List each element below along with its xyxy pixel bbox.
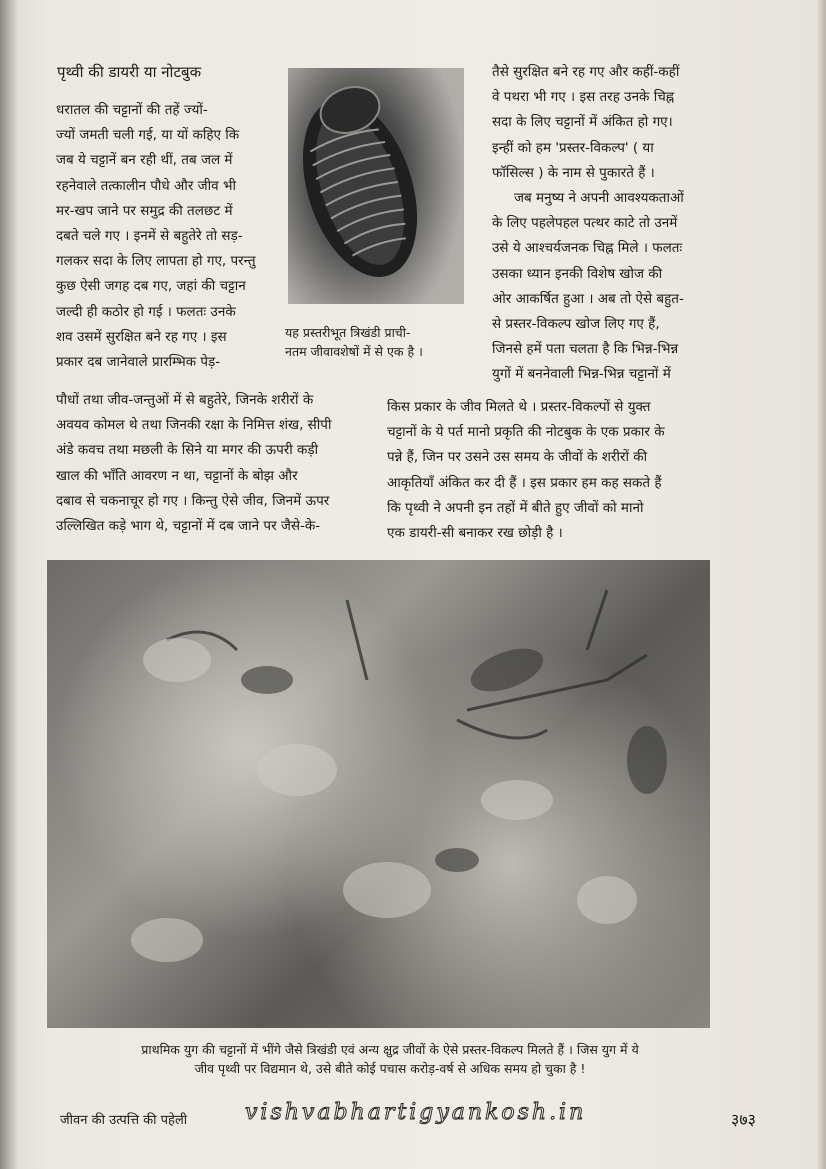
text-line: आकृतियाँ अंकित कर दी हैं । इस प्रकार हम कह सकते हैं xyxy=(387,474,662,491)
text-line: के लिए पहलेपहल पत्थर काटे तो उनमें xyxy=(492,215,678,232)
text-line: ज्यों जमती चली गई, या यों कहिए कि xyxy=(56,127,240,144)
website-watermark: vishvabhartigyankosh.in xyxy=(245,1100,587,1125)
text-line: कुछ ऐसी जगह दब गए, जहां की चट्टान xyxy=(56,278,246,295)
text-line: उसे ये आश्चर्यजनक चिह्न मिले । फलतः xyxy=(492,240,683,257)
trilobite-caption xyxy=(285,323,423,361)
text-line: जब ये चट्टानें बन रही थीं, तब जल में xyxy=(56,152,233,169)
left-column-text xyxy=(56,98,261,375)
fossil-bed-illustration xyxy=(47,560,710,1028)
caption-line: प्राथमिक युग की चट्टानों में भींगे जैसे त्रिखंडी एवं अन्य क्षुद्र जीवों के ऐसे प्रस्तर-विकल्प मिलते हैं । जिस युग में ये xyxy=(141,1042,639,1057)
text-line: धरातल की चट्टानों की तहें ज्यों- xyxy=(56,102,208,118)
text-line: अंडे कवच तथा मछली के सिने या मगर की ऊपरी कड़ी xyxy=(56,442,319,459)
text-line: उल्लिखित कड़े भाग थे, चट्टानों में दब जाने पर जैसे-के- xyxy=(56,518,321,535)
trilobite-fossil-photo xyxy=(288,68,464,304)
text-line: पन्ने हैं, जिन पर उसने उस समय के जीवों के शरीरों की xyxy=(387,449,648,466)
text-line: दबाव से चकनाचूर हो गए । किन्तु ऐसे जीव, जिनमें ऊपर xyxy=(56,492,330,509)
text-line: रहनेवाले तत्कालीन पौधे और जीव भी xyxy=(56,177,236,194)
trilobite-illustration xyxy=(288,68,464,304)
text-line: गलकर सदा के लिए लापता हो गए, परन्तु xyxy=(56,253,256,270)
text-line: शव उसमें सुरक्षित बने रह गए । इस xyxy=(56,328,227,345)
text-line: जिनसे हमें पता चलता है कि भिन्न-भिन्न xyxy=(492,341,679,358)
text-line: जब मनुष्य ने अपनी आवश्यकताओं xyxy=(514,190,684,207)
text-line: कि पृथ्वी ने अपनी इन तहों में बीते हुए जीवों को मानो xyxy=(387,499,644,516)
caption-line: यह प्रस्तरीभूत त्रिखंडी प्राची- xyxy=(285,325,411,340)
section-heading: पृथ्वी की डायरी या नोटबुक xyxy=(57,63,202,81)
fossil-caption xyxy=(50,1040,730,1078)
text-line: अवयव कोमल थे तथा जिनकी रक्षा के निमित्त शंख, सीपी xyxy=(56,417,332,434)
binding-shadow xyxy=(0,0,18,1169)
text-line: तैसे सुरक्षित बने रह गए और कहीं-कहीं xyxy=(492,64,680,80)
lower-left-text xyxy=(56,388,376,539)
right-column-text xyxy=(492,60,730,388)
text-line: जल्दी ही कठोर हो गई । फलतः उनके xyxy=(56,303,236,320)
fossil-bed-photo xyxy=(47,560,710,1028)
text-line: उसका ध्यान इनकी विशेष खोज की xyxy=(492,265,663,282)
text-line: युगों में बननेवाली भिन्न-भिन्न चट्टानों में xyxy=(492,366,671,383)
caption-line: नतम जीवावशेषों में से एक है । xyxy=(285,344,423,359)
text-line: पौधों तथा जीव-जन्तुओं में से बहुतेरे, जिनके शरीरों के xyxy=(56,392,314,408)
text-line: फॉसिल्स ) के नाम से पुकारते हैं । xyxy=(492,164,655,181)
text-line: सदा के लिए चट्टानों में अंकित हो गए। xyxy=(492,114,673,131)
caption-line: जीव पृथ्वी पर विद्यमान थे, उसे बीते कोई पचास करोड़-वर्ष से अधिक समय हो चुका है ! xyxy=(194,1061,586,1076)
text-line: ओर आकर्षित हुआ । अब तो ऐसे बहुत- xyxy=(492,290,684,307)
text-line: किस प्रकार के जीव मिलते थे । प्रस्तर-विकल्पों से युक्त xyxy=(387,399,651,415)
text-line: खाल की भाँति आवरण न था, चट्टानों के बोझ और xyxy=(56,467,298,484)
running-footer-title: जीवन की उत्पत्ति की पहेली xyxy=(60,1113,188,1128)
text-line: मर-खप जाने पर समुद्र की तलछट में xyxy=(56,202,233,219)
text-line: दबते चले गए । इनमें से बहुतेरे तो सड़- xyxy=(56,228,243,245)
text-line: प्रकार दब जानेवाले प्रारम्भिक पेड़- xyxy=(56,354,221,371)
page-edge-shadow xyxy=(816,0,826,1169)
text-line: एक डायरी-सी बनाकर रख छोड़ी है । xyxy=(387,525,563,542)
text-line: चट्टानों के ये पर्त मानो प्रकृति की नोटबुक के एक प्रकार के xyxy=(387,424,665,441)
page-number: ३७३ xyxy=(731,1110,756,1129)
lower-right-text xyxy=(387,395,747,546)
text-line: इन्हीं को हम 'प्रस्तर-विकल्प' ( या xyxy=(492,139,654,156)
text-line: वे पथरा भी गए । इस तरह उनके चिह्न xyxy=(492,89,675,106)
text-line: से प्रस्तर-विकल्प खोज लिए गए हैं, xyxy=(492,316,660,333)
